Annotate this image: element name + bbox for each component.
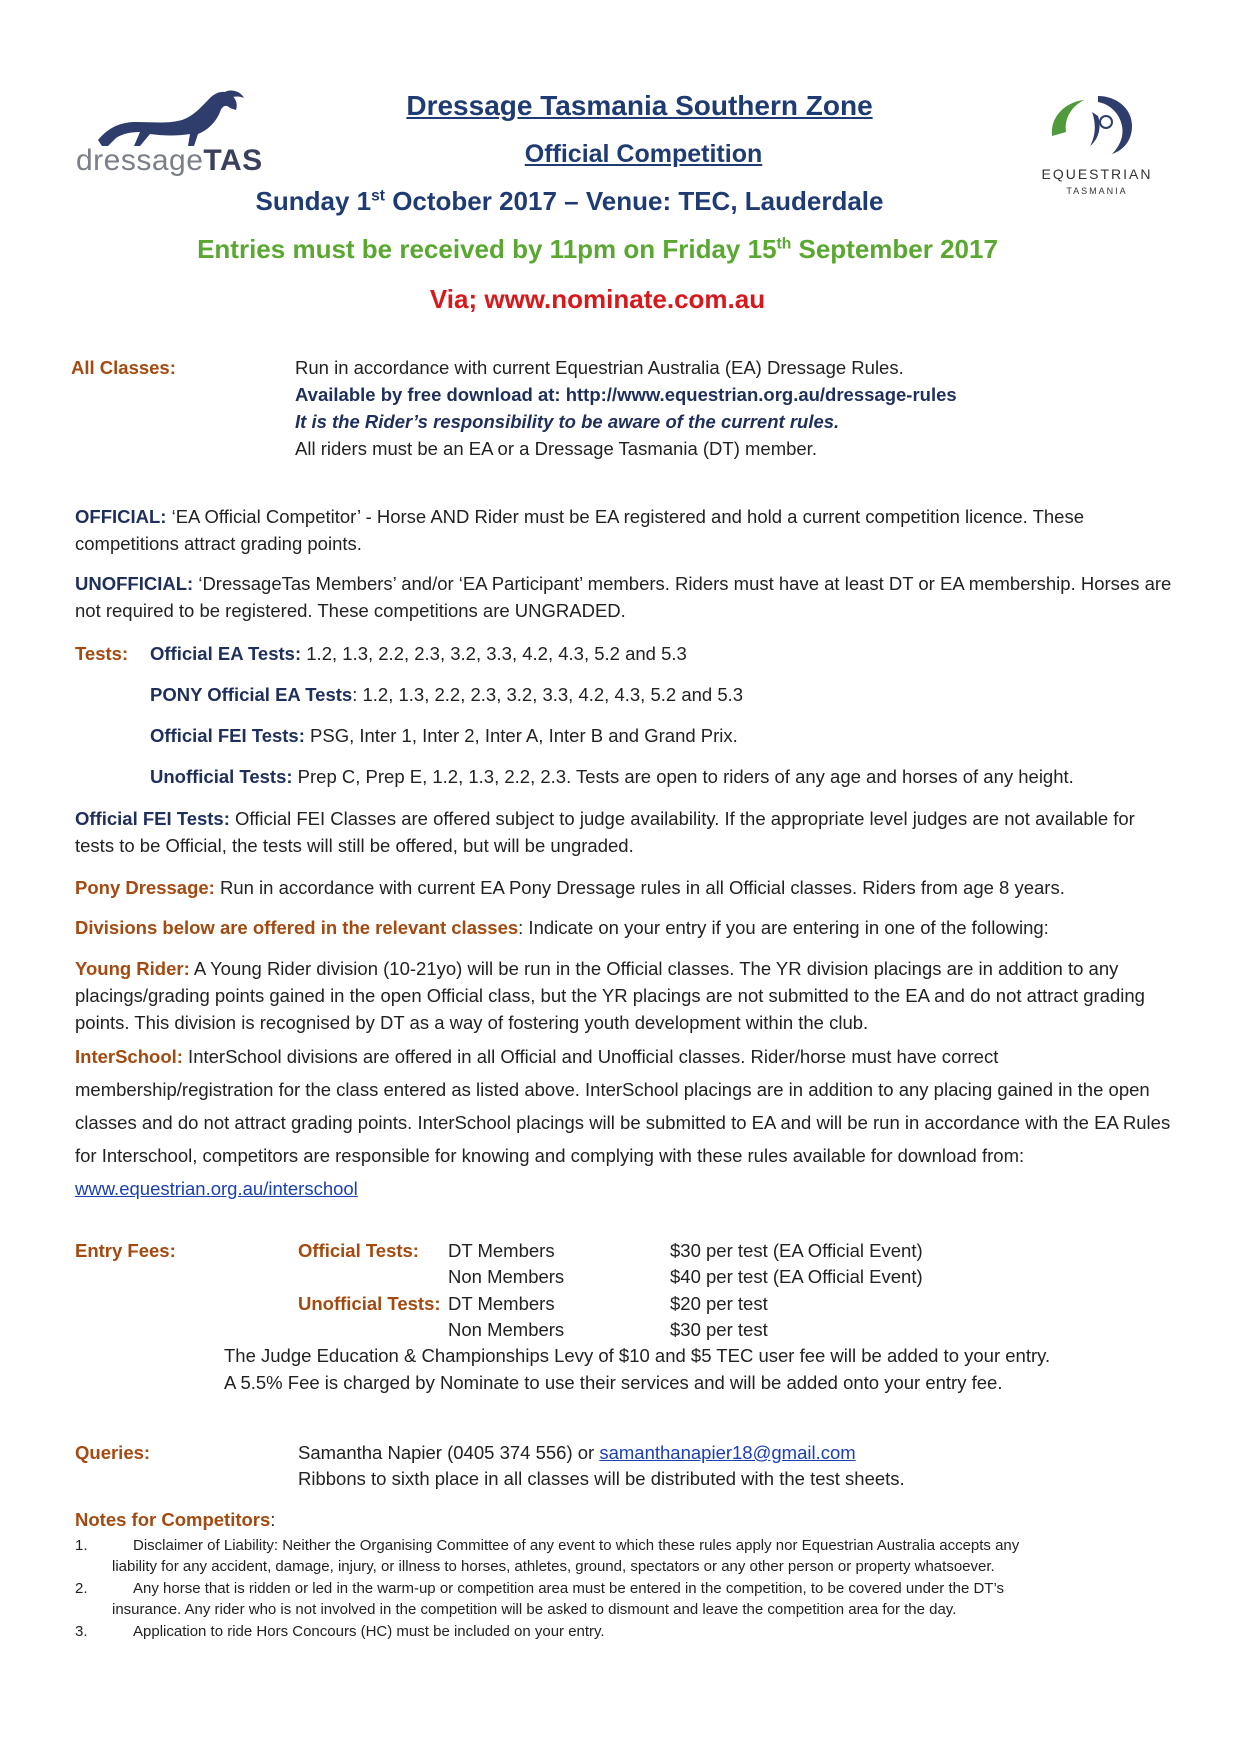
email-link[interactable]: samanthanapier18@gmail.com — [599, 1442, 856, 1463]
unofficial-paragraph: UNOFFICIAL: ‘DressageTas Members’ and/or ‘EA Participant’ members. Riders must have at least DT or EA membership. Horses are not required to be registered. These competitions are UNGRADED. — [75, 573, 1172, 621]
rider-responsibility: It is the Rider’s responsibility to be aware of the current rules. — [295, 411, 840, 432]
note-item: 1. Disclaimer of Liability: Neither the Organising Committee of any event to which these rules apply nor Equestrian Australia accepts any liability for any accident, damage, injury, or illness to horses, athletes, ground, spectators or any other person or property whatsoever. — [75, 1537, 1020, 1575]
fee-price: $40 per test (EA Official Event) — [670, 1266, 923, 1287]
fees-unofficial-label: Unofficial Tests: — [298, 1293, 441, 1314]
test-row: Unofficial Tests: Prep C, Prep E, 1.2, 1.3, 2.2, 2.3. Tests are open to riders of any age and horses of any height. — [150, 766, 1074, 787]
rules-download-link[interactable]: Available by free download at: http://www.equestrian.org.au/dressage-rules — [295, 384, 957, 405]
logo-wordmark: dressageTAS — [76, 144, 263, 177]
fee-price: $20 per test — [670, 1293, 768, 1314]
logo-line-tasmania: TASMANIA — [1066, 186, 1128, 196]
fee-price: $30 per test — [670, 1319, 768, 1340]
levy-note: The Judge Education & Championships Levy of $10 and $5 TEC user fee will be added to your entry. — [224, 1345, 1051, 1366]
page-subtitle: Official Competition — [524, 140, 763, 168]
notes-heading: Notes for Competitors: — [75, 1509, 276, 1530]
pony-paragraph: Pony Dressage: Run in accordance with current EA Pony Dressage rules in all Official classes. Riders from age 8 years. — [75, 877, 1065, 898]
entry-fees-label: Entry Fees: — [75, 1240, 176, 1261]
fee-member-type: Non Members — [448, 1319, 565, 1340]
page-title: Dressage Tasmania Southern Zone — [406, 90, 873, 121]
test-row: PONY Official EA Tests: 1.2, 1.3, 2.2, 2.3, 3.2, 3.3, 4.2, 4.3, 5.2 and 5.3 — [150, 684, 744, 705]
test-row: Official FEI Tests: PSG, Inter 1, Inter 2, Inter A, Inter B and Grand Prix. — [150, 725, 738, 746]
interschool-link[interactable]: www.equestrian.org.au/interschool — [75, 1178, 358, 1199]
test-row: Official EA Tests: 1.2, 1.3, 2.2, 2.3, 3.2, 3.3, 4.2, 4.3, 5.2 and 5.3 — [150, 643, 687, 664]
logo-line-equestrian: EQUESTRIAN — [1041, 166, 1153, 182]
entries-deadline: Entries must be received by 11pm on Friday 15th September 2017 — [197, 234, 998, 264]
fei-paragraph: Official FEI Tests: Official FEI Classes are offered subject to judge availability. If the appropriate level judges are not available for tests to be Official, the tests will still be offered, but will be ungraded. — [75, 808, 1135, 856]
divisions-paragraph: Divisions below are offered in the relevant classes: Indicate on your entry if you are entering in one of the following: — [75, 917, 1049, 938]
official-paragraph: OFFICIAL: ‘EA Official Competitor’ - Horse AND Rider must be EA registered and hold a current competition licence. These competitions attract grading points. — [75, 506, 1085, 554]
membership-requirement: All riders must be an EA or a Dressage Tasmania (DT) member. — [295, 438, 817, 459]
fee-member-type: DT Members — [448, 1293, 555, 1314]
all-classes-line1: Run in accordance with current Equestrian Australia (EA) Dressage Rules. — [295, 357, 904, 378]
note-item: 2. Any horse that is ridden or led in the warm-up or competition area must be entered in the competition, to be covered under the DT’s insurance. Any rider who is not involved in the competition will be asked to dismount and leave the competition area for the day. — [75, 1580, 1005, 1618]
queries-contact: Samantha Napier (0405 374 556) or samanthanapier18@gmail.com — [298, 1442, 856, 1463]
fee-member-type: DT Members — [448, 1240, 555, 1261]
interschool-paragraph: InterSchool: InterSchool divisions are offered in all Official and Unofficial classes. Rider/horse must have correct membership/registration for the class entered as listed above. InterSchool placings are in addition to any placing gained in the open classes and do not attract grading points. InterSchool placings will be submitted to EA and will be run in accordance with the EA Rules for Interschool, competitors are responsible for knowing and complying with these rules available for download from: www.equestrian.org.au/interschool — [75, 1046, 1171, 1199]
tests-label: Tests: — [75, 643, 129, 664]
entry-website[interactable]: Via; www.nominate.com.au — [429, 284, 766, 314]
all-classes-label: All Classes: — [71, 357, 176, 378]
queries-label: Queries: — [75, 1442, 151, 1463]
fees-official-label: Official Tests: — [298, 1240, 419, 1261]
fee-member-type: Non Members — [448, 1266, 565, 1287]
event-date-venue: Sunday 1st October 2017 – Venue: TEC, Lauderdale — [255, 186, 884, 216]
note-item: 3. Application to ride Hors Concours (HC) must be included on your entry. — [75, 1623, 605, 1640]
young-rider-paragraph: Young Rider: A Young Rider division (10-21yo) will be run in the Official classes. The YR division placings are in addition to any placings/grading points gained in the open Official class, but the YR placings are not submitted to the EA and do not attract grading points. This division is recognised by DT as a way of fostering youth development within the club. — [75, 958, 1145, 1033]
nominate-fee-note: A 5.5% Fee is charged by Nominate to use their services and will be added onto your entry fee. — [224, 1372, 1003, 1393]
ribbons-note: Ribbons to sixth place in all classes will be distributed with the test sheets. — [298, 1468, 905, 1489]
fee-price: $30 per test (EA Official Event) — [670, 1240, 923, 1261]
